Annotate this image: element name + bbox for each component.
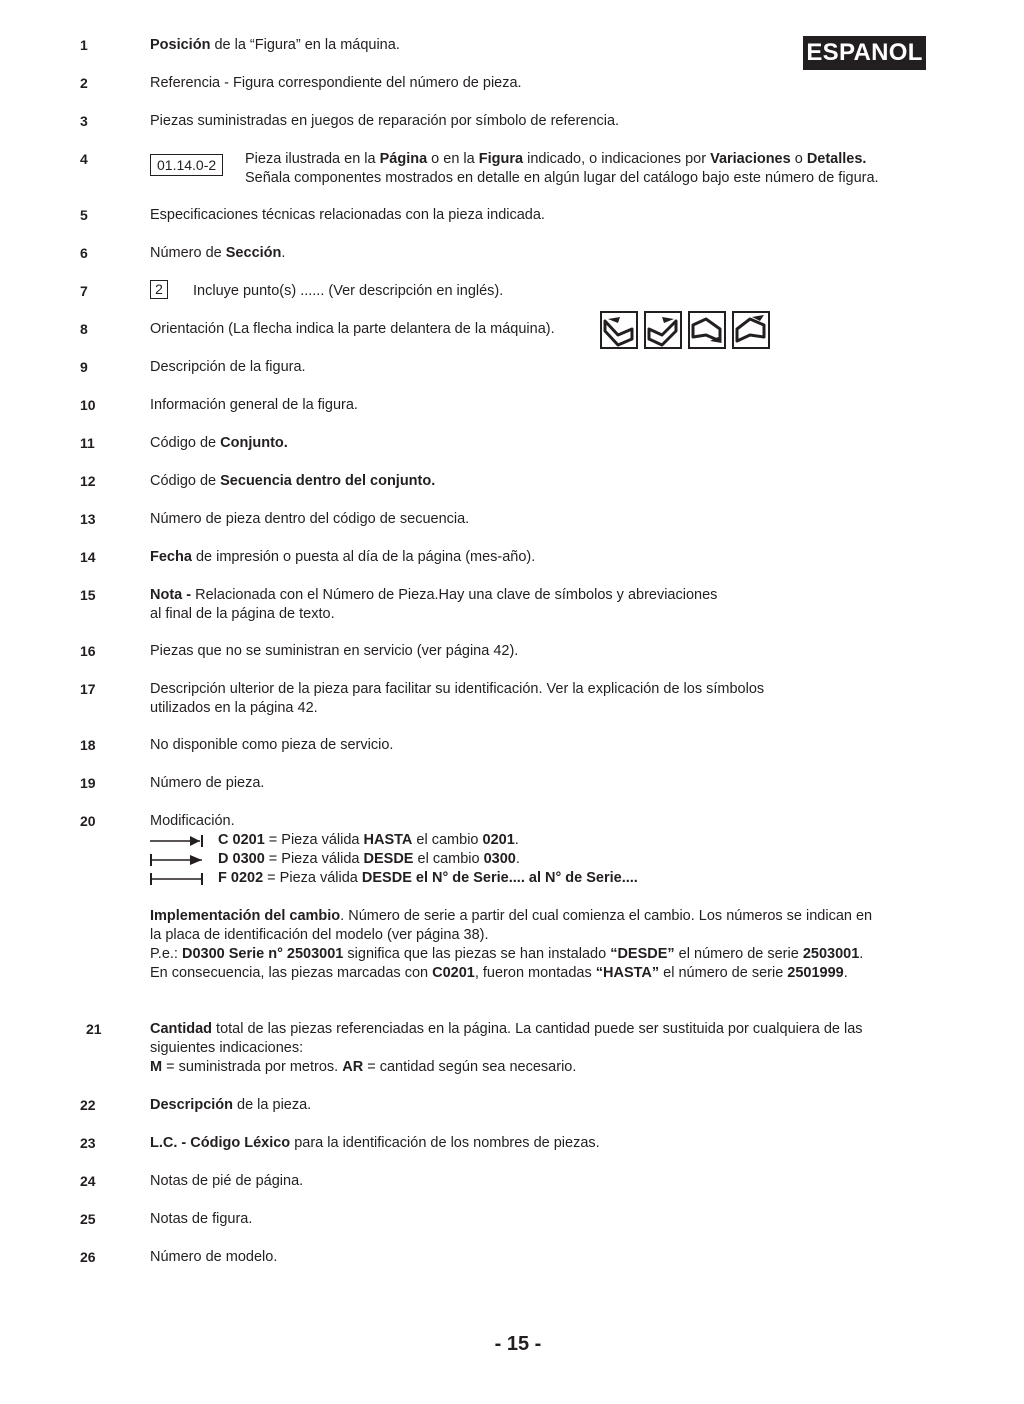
- bold-text: 2503001: [802, 946, 860, 962]
- bold-text: Descripción: [150, 1097, 233, 1113]
- bold-text: “DESDE”: [610, 946, 675, 962]
- text-run: Orientación (La flecha indica la parte delantera de la máquina).: [150, 321, 555, 337]
- item-text: [150, 1020, 930, 1077]
- text-run: Incluye punto(s) ...... (Ver descripción en inglés).: [193, 283, 504, 299]
- item-text: [150, 1248, 930, 1267]
- item-number: 1: [80, 37, 88, 53]
- line: [245, 169, 945, 188]
- item-text: [150, 112, 930, 131]
- item-text: [150, 1096, 930, 1115]
- text-run: = Pieza válida: [264, 851, 364, 867]
- text-run: o en la: [427, 151, 479, 167]
- item-text: [150, 396, 930, 415]
- bold-text: Página: [379, 151, 428, 167]
- bold-text: Nota -: [150, 587, 192, 603]
- line: [150, 1020, 930, 1039]
- modification-text: [218, 869, 638, 888]
- line: [150, 320, 930, 339]
- item-text: [150, 358, 930, 377]
- text-run: o: [790, 151, 807, 167]
- text-run: total de las piezas referenciadas en la página. La cantidad puede ser sustituida por cualquiera de las: [212, 1021, 863, 1037]
- item-number: 6: [80, 245, 88, 261]
- bold-text: 2501999: [787, 965, 844, 981]
- text-run: .: [843, 965, 848, 981]
- text-run: Especificaciones técnicas relacionadas con la pieza indicada.: [150, 207, 545, 223]
- item-text: [150, 812, 930, 831]
- implementation-line: [150, 945, 940, 964]
- item-number: 2: [80, 75, 88, 91]
- item-number: 9: [80, 359, 88, 375]
- orientation-rear-right-icon: [733, 312, 769, 348]
- orientation-front-right-icon: [645, 312, 681, 348]
- item-number: 11: [80, 435, 95, 451]
- line: [150, 1096, 930, 1115]
- item-number: 10: [80, 397, 96, 413]
- line: [150, 774, 930, 793]
- item-text: [150, 434, 930, 453]
- implementation-note: [150, 907, 940, 983]
- bold-text: DESDE el N° de Serie.... al N° de Serie....: [361, 870, 638, 886]
- item-number: 17: [80, 681, 96, 697]
- text-run: .: [514, 832, 519, 848]
- item-number: 13: [80, 511, 96, 527]
- item-text: [150, 736, 930, 755]
- item-text: [150, 320, 930, 339]
- bold-text: Fecha: [150, 549, 192, 565]
- text-run: = Pieza válida: [264, 832, 364, 848]
- item-number: 25: [80, 1211, 96, 1227]
- implementation-line: [150, 964, 940, 983]
- line: [150, 548, 930, 567]
- item-number: 21: [86, 1021, 102, 1037]
- line: [150, 112, 930, 131]
- text-run: el cambio: [412, 832, 483, 848]
- line: [150, 434, 930, 453]
- text-run: No disponible como pieza de servicio.: [150, 737, 394, 753]
- bold-text: D0300 Serie n° 2503001: [181, 946, 344, 962]
- bold-text: Sección: [225, 245, 282, 261]
- line: [150, 36, 930, 55]
- item-text: [150, 74, 930, 93]
- implementation-line: [150, 907, 940, 926]
- line: [150, 244, 930, 263]
- item-text: [150, 1134, 930, 1153]
- text-run: la placa de identificación del modelo (ver página 38).: [150, 927, 489, 943]
- line: [245, 150, 945, 169]
- line: [150, 510, 930, 529]
- item-number: 19: [80, 775, 96, 791]
- item-number: 16: [80, 643, 96, 659]
- text-run: Código de: [150, 435, 221, 451]
- text-run: Información general de la figura.: [150, 397, 358, 413]
- line: [150, 396, 930, 415]
- text-run: Referencia - Figura correspondiente del número de pieza.: [150, 75, 522, 91]
- orientation-rear-left-icon: [689, 312, 725, 348]
- line: [150, 472, 930, 491]
- text-run: .: [515, 851, 520, 867]
- text-run: , fueron montadas: [474, 965, 596, 981]
- line: [150, 358, 930, 377]
- bold-text: C 0201: [218, 832, 265, 848]
- line: [150, 1134, 930, 1153]
- item-text: [150, 206, 930, 225]
- bold-text: L.C. - Código Léxico: [150, 1135, 291, 1151]
- text-run: Pieza ilustrada en la: [245, 151, 380, 167]
- item-number: 24: [80, 1173, 96, 1189]
- text-run: Notas de pié de página.: [150, 1173, 304, 1189]
- bold-text: C0201: [432, 965, 475, 981]
- item-number: 12: [80, 473, 96, 489]
- text-run: = Pieza válida: [263, 870, 362, 886]
- item-text: [245, 150, 945, 188]
- line: [150, 699, 930, 718]
- language-badge: ESPANOL: [803, 36, 926, 70]
- line: [150, 736, 930, 755]
- item-text: [150, 472, 930, 491]
- text-run: Código de: [150, 473, 221, 489]
- item-text: [193, 282, 973, 301]
- text-run: de la pieza.: [233, 1097, 312, 1113]
- figure-number-box: 01.14.0-2: [150, 154, 223, 176]
- bold-text: Figura: [478, 151, 524, 167]
- item-number: 20: [80, 813, 96, 829]
- text-run: = cantidad según sea necesario.: [363, 1059, 577, 1075]
- line: [150, 812, 930, 831]
- text-run: Descripción ulterior de la pieza para facilitar su identificación. Ver la explicación de los símbolos: [150, 681, 765, 697]
- bold-text: D 0300: [218, 851, 265, 867]
- text-run: de la “Figura” en la máquina.: [210, 37, 400, 53]
- item-number: 3: [80, 113, 88, 129]
- text-run: Número de pieza.: [150, 775, 265, 791]
- arrow-from-icon: [150, 854, 204, 866]
- bold-text: Detalles.: [806, 151, 867, 167]
- bold-text: “HASTA”: [595, 965, 660, 981]
- text-run: el número de serie: [674, 946, 803, 962]
- item-text: [150, 1210, 930, 1229]
- text-run: siguientes indicaciones:: [150, 1040, 304, 1056]
- item-number: 18: [80, 737, 96, 753]
- text-run: .: [281, 245, 286, 261]
- text-run: = suministrada por metros.: [162, 1059, 343, 1075]
- text-run: Número de modelo.: [150, 1249, 278, 1265]
- bold-text: Posición: [150, 37, 211, 53]
- line: [150, 586, 930, 605]
- item-number: 23: [80, 1135, 96, 1151]
- bold-text: Secuencia dentro del conjunto.: [220, 473, 436, 489]
- text-run: Relacionada con el Número de Pieza.Hay una clave de símbolos y abreviaciones: [191, 587, 718, 603]
- text-run: el número de serie: [659, 965, 788, 981]
- text-run: .: [859, 946, 864, 962]
- item-number: 14: [80, 549, 96, 565]
- orientation-front-left-icon: [601, 312, 637, 348]
- line: [150, 642, 930, 661]
- item-text: [150, 586, 930, 624]
- text-run: el cambio: [413, 851, 484, 867]
- item-text: [150, 548, 930, 567]
- bold-text: Cantidad: [150, 1021, 213, 1037]
- item-text: [150, 1172, 930, 1191]
- line: [150, 680, 930, 699]
- item-number: 22: [80, 1097, 96, 1113]
- bold-text: Variaciones: [710, 151, 791, 167]
- text-run: para la identificación de los nombres de piezas.: [290, 1135, 600, 1151]
- line: [150, 1058, 930, 1077]
- text-run: Número de pieza dentro del código de secuencia.: [150, 511, 470, 527]
- text-run: significa que las piezas se han instalado: [343, 946, 611, 962]
- line: [150, 1172, 930, 1191]
- page-number: - 15 -: [494, 1333, 542, 1355]
- bold-text: HASTA: [363, 832, 413, 848]
- modification-text: [218, 831, 519, 850]
- modification-text: [218, 850, 520, 869]
- text-run: de impresión o puesta al día de la página (mes-año).: [191, 549, 536, 565]
- item-number: 5: [80, 207, 88, 223]
- text-run: al final de la página de texto.: [150, 606, 335, 622]
- arrow-until-icon: [150, 835, 204, 847]
- bold-text: 0201: [482, 832, 515, 848]
- line: [150, 1039, 930, 1058]
- text-run: utilizados en la página 42.: [150, 700, 318, 716]
- bold-text: 0300: [483, 851, 516, 867]
- bold-text: Implementación del cambio: [150, 908, 341, 924]
- item-text: [150, 680, 930, 718]
- item-text: [150, 510, 930, 529]
- point-number-box: 2: [150, 280, 168, 299]
- text-run: Número de: [150, 245, 226, 261]
- item-text: [150, 642, 930, 661]
- orientation-icons: [600, 311, 772, 351]
- item-number: 8: [80, 321, 88, 337]
- text-run: Piezas que no se suministran en servicio (ver página 42).: [150, 643, 519, 659]
- item-number: 15: [80, 587, 96, 603]
- orientation-icon-group: [600, 311, 772, 351]
- line: [150, 206, 930, 225]
- bold-text: F 0202: [218, 870, 264, 886]
- text-run: En consecuencia, las piezas marcadas con: [150, 965, 433, 981]
- bold-text: Conjunto.: [220, 435, 288, 451]
- text-run: P.e.:: [150, 946, 182, 962]
- arrow-range-icon: [150, 873, 204, 885]
- bold-text: DESDE: [363, 851, 414, 867]
- text-run: Descripción de la figura.: [150, 359, 306, 375]
- bold-text: AR: [342, 1059, 364, 1075]
- line: [150, 74, 930, 93]
- text-run: Señala componentes mostrados en detalle en algún lugar del catálogo bajo este número de figura.: [245, 170, 879, 186]
- item-number: 7: [80, 283, 88, 299]
- item-number: 4: [80, 151, 88, 167]
- line: [150, 1248, 930, 1267]
- text-run: Notas de figura.: [150, 1211, 253, 1227]
- text-run: Piezas suministradas en juegos de reparación por símbolo de referencia.: [150, 113, 620, 129]
- implementation-line: [150, 926, 940, 945]
- line: [150, 1210, 930, 1229]
- bold-text: M: [150, 1059, 163, 1075]
- item-number: 26: [80, 1249, 96, 1265]
- text-run: Modificación.: [150, 813, 235, 829]
- line: [150, 605, 930, 624]
- item-text: [150, 774, 930, 793]
- item-text: [150, 244, 930, 263]
- text-run: indicado, o indicaciones por: [523, 151, 711, 167]
- text-run: . Número de serie a partir del cual comienza el cambio. Los números se indican en: [340, 908, 873, 924]
- item-text: [150, 36, 930, 55]
